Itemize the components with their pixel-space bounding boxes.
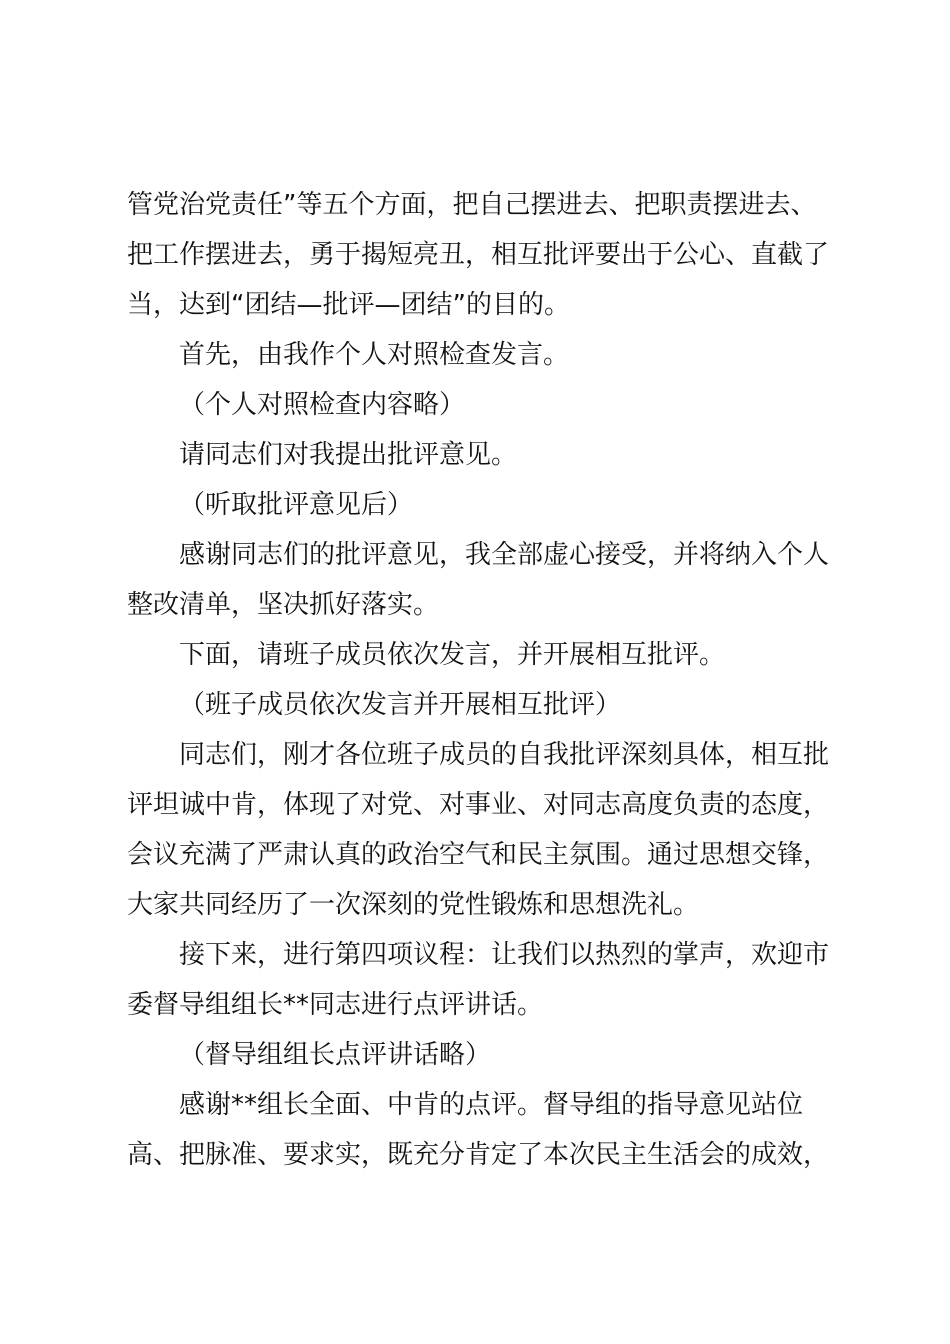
paragraph [127, 633, 837, 683]
text-line: 感谢**组长全面、中肯的点评。督导组的指导意见站位 [179, 1090, 804, 1120]
text-line: 感谢同志们的批评意见，我全部虚心接受，并将纳入个人 [179, 540, 830, 570]
text-line: （听取批评意见后） [179, 490, 414, 520]
text-line: 请同志们对我提出批评意见。 [179, 440, 518, 470]
text-line: 大家共同经历了一次深刻的党性锻炼和思想洗礼。 [127, 890, 700, 920]
text-line: 把工作摆进去，勇于揭短亮丑，相互批评要出于公心、直截了 [127, 240, 830, 270]
paragraph [127, 933, 837, 1033]
text-line: 下面，请班子成员依次发言，并开展相互批评。 [179, 640, 726, 670]
paragraph [127, 683, 837, 733]
text-line: 委督导组组长**同志进行点评讲话。 [127, 990, 544, 1020]
text-line: （班子成员依次发言并开展相互批评） [179, 690, 622, 720]
text-line: 接下来，进行第四项议程：让我们以热烈的掌声，欢迎市 [179, 940, 830, 970]
paragraph [127, 383, 837, 433]
text-line: （督导组组长点评讲话略） [179, 1040, 492, 1070]
text-line: 会议充满了严肃认真的政治空气和民主氛围。通过思想交锋， [127, 840, 830, 870]
paragraph [127, 333, 837, 383]
paragraph [127, 483, 837, 533]
text-line: 管党治党责任”等五个方面，把自己摆进去、把职责摆进去、 [127, 190, 817, 220]
paragraph [127, 733, 837, 933]
text-line: 高、把脉准、要求实，既充分肯定了本次民主生活会的成效， [127, 1140, 830, 1170]
paragraph [127, 533, 837, 633]
text-line: 评坦诚中肯，体现了对党、对事业、对同志高度负责的态度， [127, 790, 830, 820]
paragraph [127, 1083, 837, 1183]
text-line: 当，达到“团结—批评—团结”的目的。 [127, 290, 570, 320]
paragraph [127, 433, 837, 483]
text-line: （个人对照检查内容略） [179, 390, 466, 420]
paragraph [127, 183, 837, 333]
paragraph [127, 1033, 837, 1083]
text-line: 首先，由我作个人对照检查发言。 [179, 340, 570, 370]
text-line: 同志们，刚才各位班子成员的自我批评深刻具体，相互批 [179, 740, 830, 770]
text-line: 整改清单，坚决抓好落实。 [127, 590, 440, 620]
document-body [127, 183, 837, 1183]
